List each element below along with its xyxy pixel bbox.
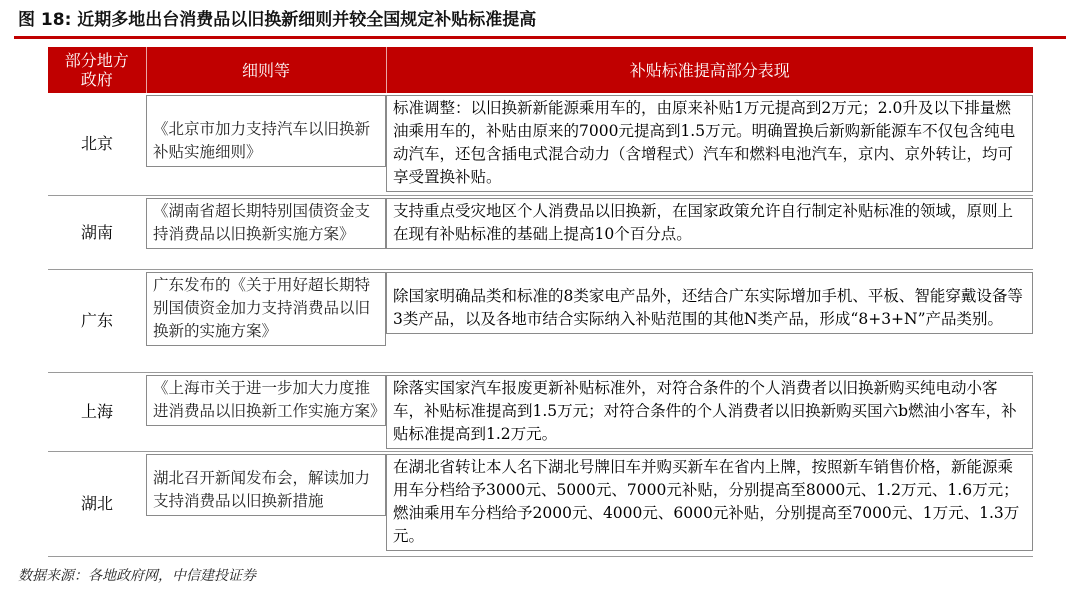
table-row (48, 93, 1033, 195)
document-cell: 广东发布的《关于用好超长期特别国债资金加力支持消费品以旧换新的实施方案》 (146, 269, 386, 372)
region-cell: 上海 (48, 372, 146, 451)
table-row (48, 372, 1033, 451)
table-row (48, 451, 1033, 556)
region-cell: 湖南 (48, 195, 146, 269)
region-cell: 北京 (48, 93, 146, 195)
detail-cell: 除落实国家汽车报废更新补贴标准外，对符合条件的个人消费者以旧换新购买纯电动小客车，补贴标准提高到1.5万元；对符合条件的个人消费者以旧换新购买国六b燃油小客车，补贴标准提高到1.2万元。 (386, 372, 1033, 451)
document-cell: 《湖南省超长期特别国债资金支持消费品以旧换新实施方案》 (146, 195, 386, 269)
table-header-row (48, 47, 1033, 93)
document-cell: 湖北召开新闻发布会，解读加力支持消费品以旧换新措施 (146, 451, 386, 556)
detail-cell: 在湖北省转让本人名下湖北号牌旧车并购买新车在省内上牌，按照新车销售价格，新能源乘用车分档给予3000元、5000元、7000元补贴，分别提高至8000元、1.2万元、1.6万元；燃油乘用车分档给予2000元、4000元、6000元补贴，分别提高至7000元、1万元、1.3万元。 (386, 451, 1033, 556)
document-cell: 《北京市加力支持汽车以旧换新补贴实施细则》 (146, 93, 386, 195)
figure-title: 图 18: 近期多地出台消费品以旧换新细则并较全国规定补贴标准提高 (18, 10, 537, 30)
detail-cell: 除国家明确品类和标准的8类家电产品外，还结合广东实际增加手机、平板、智能穿戴设备等3类产品，以及各地市结合实际纳入补贴范围的其他N类产品，形成“8+3+N”产品类别。 (386, 269, 1033, 372)
header-detail: 补贴标准提高部分表现 (386, 47, 1033, 93)
title-rule (14, 36, 1066, 39)
table-row (48, 269, 1033, 372)
data-source-note: 数据来源：各地政府网，中信建投证券 (18, 568, 256, 584)
region-cell: 湖北 (48, 451, 146, 556)
region-cell: 广东 (48, 269, 146, 372)
detail-cell: 支持重点受灾地区个人消费品以旧换新，在国家政策允许自行制定补贴标准的领域，原则上在现有补贴标准的基础上提高10个百分点。 (386, 195, 1033, 269)
table-row (48, 195, 1033, 269)
policy-table (48, 47, 1033, 557)
header-document: 细则等 (146, 47, 386, 93)
document-cell: 《上海市关于进一步加大力度推进消费品以旧换新工作实施方案》 (146, 372, 386, 451)
detail-cell: 标准调整：以旧换新新能源乘用车的，由原来补贴1万元提高到2万元；2.0升及以下排量燃油乘用车的，补贴由原来的7000元提高到1.5万元。明确置换后新购新能源车不仅包含纯电动汽车，还包含插电式混合动力（含增程式）汽车和燃料电池汽车，京内、京外转让，均可享受置换补贴。 (386, 93, 1033, 195)
header-region: 部分地方政府 (48, 47, 146, 93)
